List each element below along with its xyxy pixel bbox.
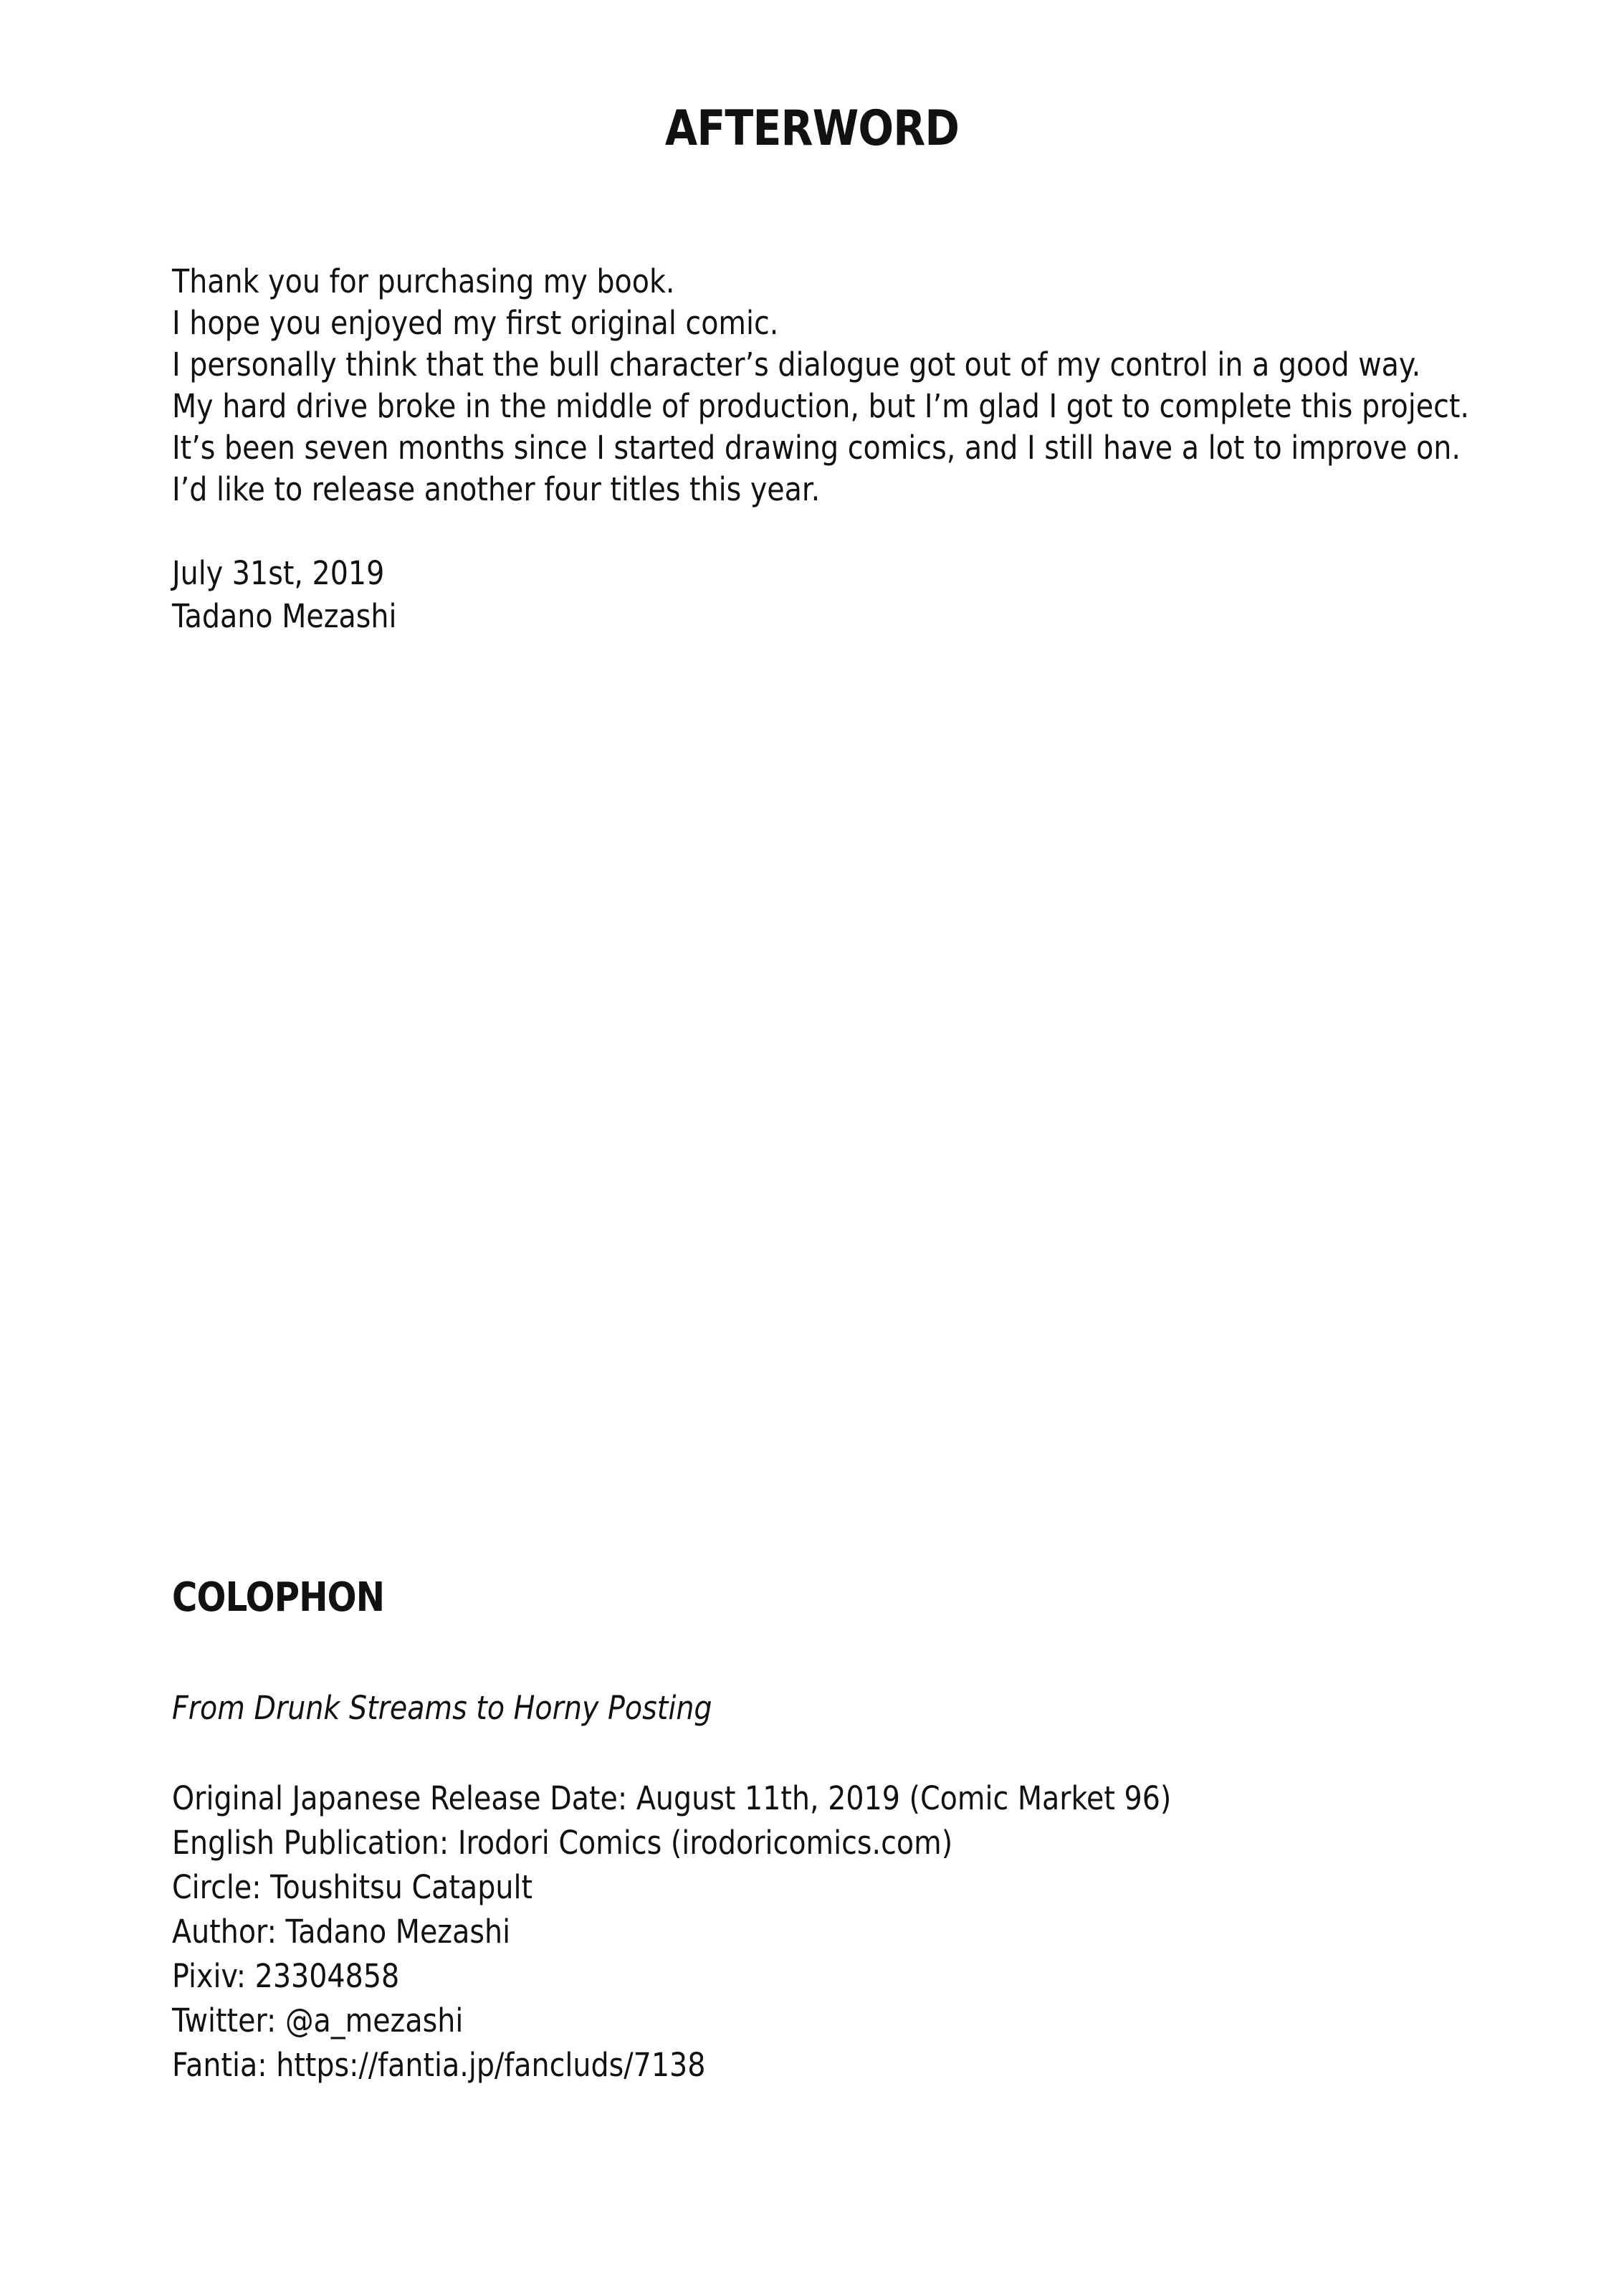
afterword-line: I hope you enjoyed my first original comic. — [172, 304, 779, 342]
colophon-entries — [172, 1776, 1171, 2088]
colophon-entry-pixiv: Pixiv: 23304858 — [172, 1957, 400, 1995]
colophon-entry-publication: English Publication: Irodori Comics (irodoricomics.com) — [172, 1824, 953, 1862]
afterword-body — [172, 261, 1469, 510]
afterword-line: I’d like to release another four titles this year. — [172, 470, 821, 508]
afterword-author: Tadano Mezashi — [172, 597, 397, 635]
colophon-entry-release-date: Original Japanese Release Date: August 11th, 2019 (Comic Market 96) — [172, 1779, 1172, 1817]
afterword-line: I personally think that the bull character’s dialogue got out of my control in a good way. — [172, 346, 1421, 384]
colophon-entry-twitter: Twitter: @a_mezashi — [172, 2002, 464, 2040]
afterword-signoff — [172, 552, 397, 638]
colophon-entry-author: Author: Tadano Mezashi — [172, 1913, 511, 1951]
colophon-heading: COLOPHON — [172, 1574, 385, 1621]
colophon-entry-fantia: Fantia: https://fantia.jp/fancluds/7138 — [172, 2046, 706, 2084]
colophon-book-title: From Drunk Streams to Horny Posting — [172, 1689, 712, 1727]
afterword-heading: AFTERWORD — [664, 100, 960, 157]
afterword-line: My hard drive broke in the middle of production, but I’m glad I got to complete this project. — [172, 387, 1469, 425]
afterword-date: July 31st, 2019 — [172, 554, 385, 592]
colophon-entry-circle: Circle: Toushitsu Catapult — [172, 1868, 532, 1906]
afterword-line: Thank you for purchasing my book. — [172, 262, 675, 300]
afterword-line: It’s been seven months since I started drawing comics, and I still have a lot to improve on. — [172, 429, 1461, 467]
